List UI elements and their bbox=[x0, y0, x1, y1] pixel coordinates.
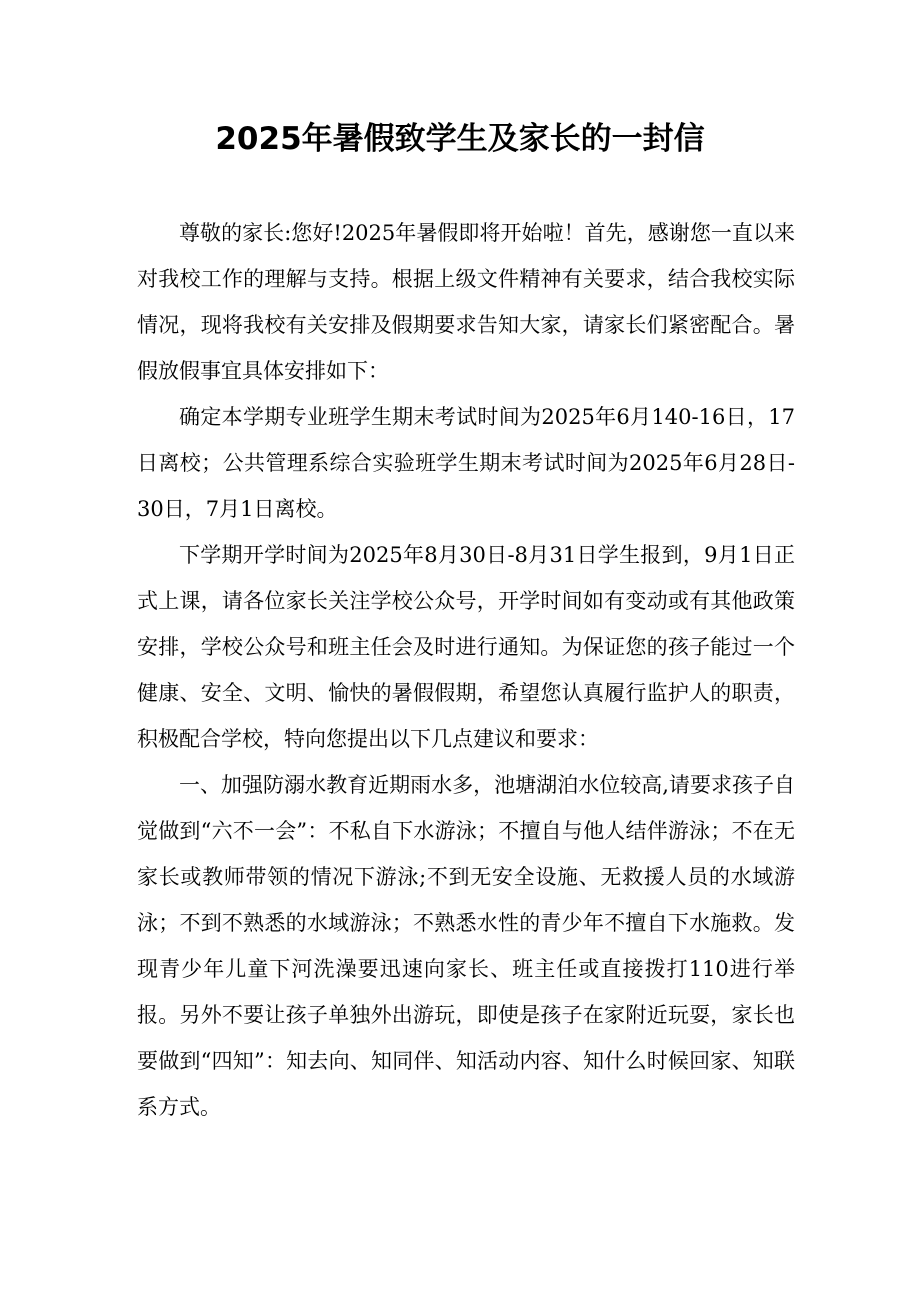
letter-body bbox=[137, 210, 795, 1130]
paragraph-exam-schedule: 确定本学期专业班学生期末考试时间为2025年6月140-16日，17日离校；公共管理系综合实验班学生期末考试时间为2025年6月28日-30日，7月1日离校。 bbox=[137, 405, 795, 521]
paragraph-greeting: 尊敬的家长:您好!2025年暑假即将开始啦！首先，感谢您一直以来对我校工作的理解与支持。根据上级文件精神有关要求，结合我校实际情况，现将我校有关安排及假期要求告知大家，请家长们紧密配合。暑假放假事宜具体安排如下： bbox=[137, 221, 795, 383]
paragraph-drowning-prevention: 一、加强防溺水教育近期雨水多，池塘湖泊水位较高,请要求孩子自觉做到“六不一会”：不私自下水游泳；不擅自与他人结伴游泳；不在无家长或教师带领的情况下游泳;不到无安全设施、无救援人员的水域游泳；不到不熟悉的水域游泳；不熟悉水性的青少年不擅自下水施救。发现青少年儿童下河洗澡要迅速向家长、班主任或直接拨打110进行举报。另外不要让孩子单独外出游玩，即使是孩子在家附近玩耍，家长也要做到“四知”：知去向、知同伴、知活动内容、知什么时候回家、知联系方式。 bbox=[137, 773, 795, 1119]
paragraph-next-semester: 下学期开学时间为2025年8月30日-8月31日学生报到，9月1日正式上课，请各位家长关注学校公众号，开学时间如有变动或有其他政策安排，学校公众号和班主任会及时进行通知。为保证您的孩子能过一个健康、安全、文明、愉快的暑假假期，希望您认真履行监护人的职责，积极配合学校，特向您提出以下几点建议和要求： bbox=[137, 543, 795, 751]
letter-title: 2025年暑假致学生及家长的一封信 bbox=[215, 121, 705, 157]
